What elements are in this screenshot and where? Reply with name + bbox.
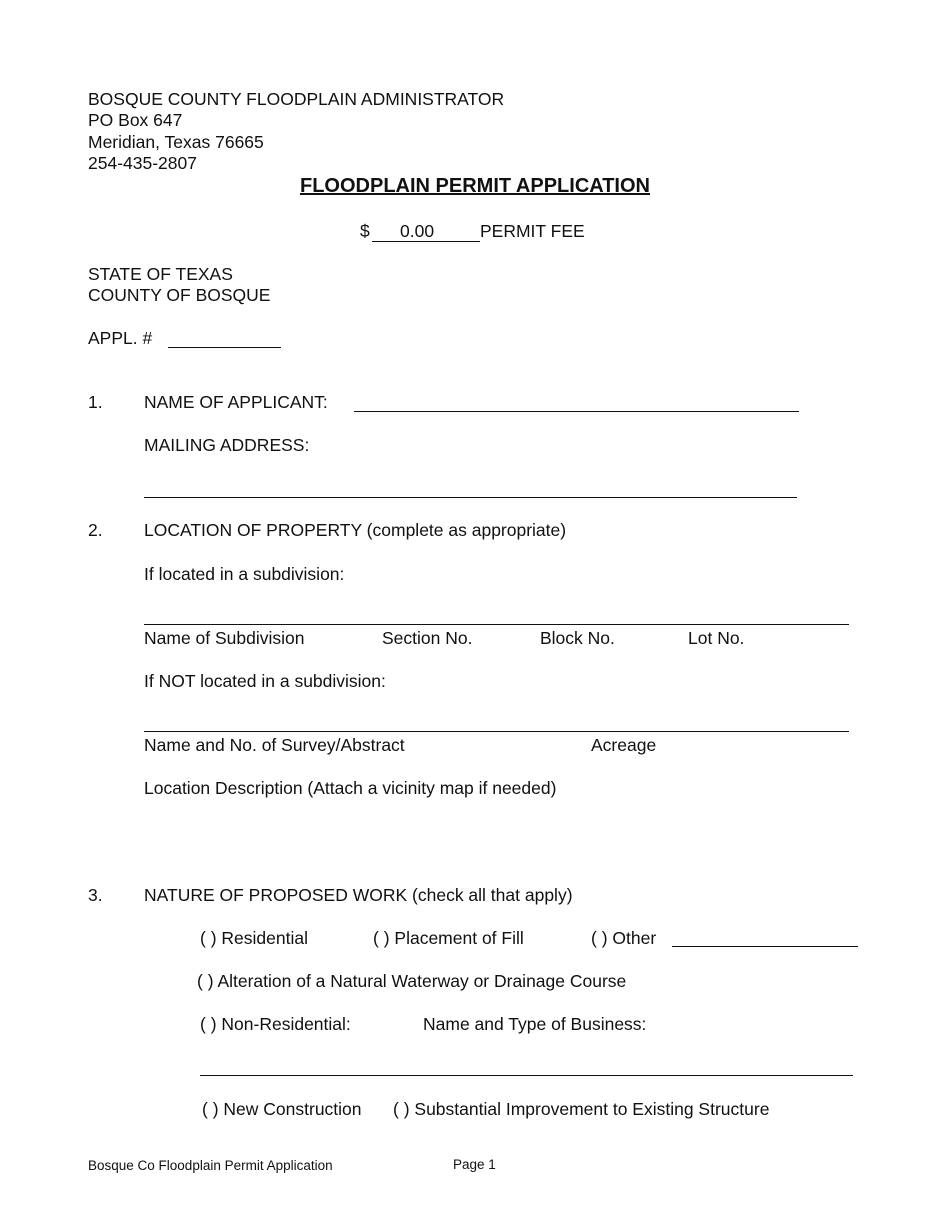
residential-checkbox[interactable]: ( ) (200, 928, 217, 948)
option-nonresidential[interactable] (200, 1014, 351, 1035)
option-waterway[interactable] (197, 971, 626, 992)
mailing-address-field[interactable] (144, 497, 797, 498)
waterway-label: Alteration of a Natural Waterway or Drainage Course (217, 971, 627, 991)
waterway-checkbox[interactable]: ( ) (197, 971, 214, 991)
section-no-label: Section No. (382, 628, 473, 648)
option-new-construction[interactable] (202, 1099, 362, 1120)
block-no-label: Block No. (540, 628, 615, 648)
non-subdivision-prompt: If NOT located in a subdivision: (144, 671, 386, 691)
applicant-name-label: NAME OF APPLICANT: (144, 392, 328, 412)
fee-amount: 0.00 (400, 221, 435, 241)
option-residential[interactable] (200, 928, 308, 949)
mailing-address-label: MAILING ADDRESS: (144, 435, 310, 455)
fee-currency: $ (360, 221, 370, 241)
form-title: FLOODPLAIN PERMIT APPLICATION (300, 175, 650, 197)
option-fill[interactable] (373, 928, 524, 949)
business-field[interactable] (200, 1075, 853, 1076)
footer-doc-name: Bosque Co Floodplain Permit Application (88, 1158, 333, 1173)
po-box: PO Box 647 (88, 110, 183, 130)
fill-label: Placement of Fill (394, 928, 524, 948)
subdivision-prompt: If located in a subdivision: (144, 564, 345, 584)
county-label: COUNTY OF BOSQUE (88, 285, 271, 305)
footer-page-number: Page 1 (453, 1157, 496, 1172)
other-checkbox[interactable]: ( ) (591, 928, 608, 948)
section-3-number: 3. (88, 885, 103, 905)
acreage-label: Acreage (591, 735, 657, 755)
subdivision-name-label: Name of Subdivision (144, 628, 305, 648)
phone-number: 254-435-2807 (88, 153, 197, 173)
fill-checkbox[interactable]: ( ) (373, 928, 390, 948)
location-title: LOCATION OF PROPERTY (complete as appropriate) (144, 520, 567, 540)
state-label: STATE OF TEXAS (88, 264, 233, 284)
option-other[interactable] (591, 928, 656, 949)
survey-label: Name and No. of Survey/Abstract (144, 735, 405, 755)
residential-label: Residential (221, 928, 308, 948)
lot-no-label: Lot No. (688, 628, 745, 648)
section-1-number: 1. (88, 392, 103, 412)
other-field[interactable] (672, 946, 858, 947)
work-nature-title: NATURE OF PROPOSED WORK (check all that apply) (144, 885, 573, 905)
applicant-name-field[interactable] (354, 411, 799, 412)
nonresidential-label: Non-Residential: (221, 1014, 351, 1034)
improvement-checkbox[interactable]: ( ) (393, 1099, 410, 1119)
section-2-number: 2. (88, 520, 103, 540)
other-label: Other (612, 928, 657, 948)
survey-field[interactable] (144, 731, 849, 732)
location-description-label: Location Description (Attach a vicinity map if needed) (144, 778, 557, 798)
appl-number-label: APPL. # (88, 328, 153, 348)
new-construction-checkbox[interactable]: ( ) (202, 1099, 219, 1119)
fee-label: PERMIT FEE (480, 221, 585, 241)
option-improvement[interactable] (393, 1099, 769, 1120)
city-address: Meridian, Texas 76665 (88, 132, 264, 152)
new-construction-label: New Construction (223, 1099, 362, 1119)
business-label: Name and Type of Business: (423, 1014, 647, 1034)
improvement-label: Substantial Improvement to Existing Structure (414, 1099, 770, 1119)
appl-number-field[interactable] (168, 347, 281, 348)
subdivision-field[interactable] (144, 624, 849, 625)
org-name: BOSQUE COUNTY FLOODPLAIN ADMINISTRATOR (88, 89, 505, 109)
nonresidential-checkbox[interactable]: ( ) (200, 1014, 217, 1034)
